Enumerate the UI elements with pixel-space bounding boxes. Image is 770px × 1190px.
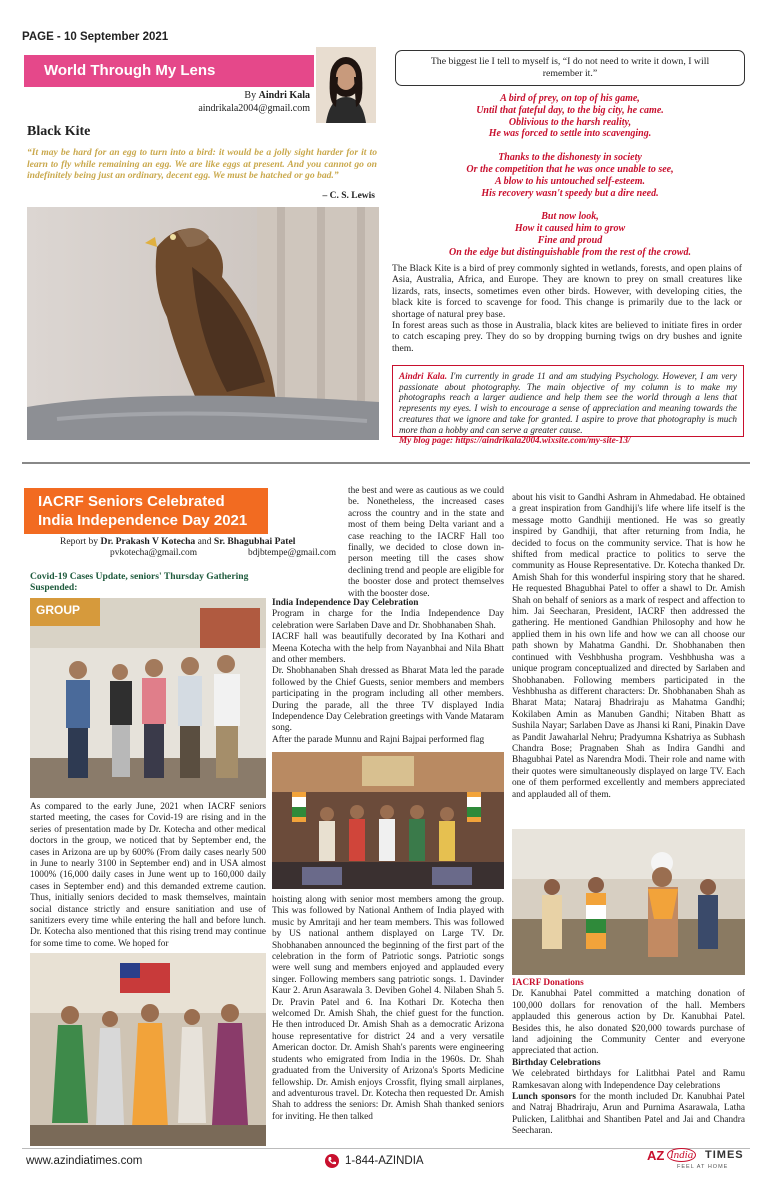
lunch-heading: Lunch sponsors	[512, 1092, 576, 1103]
report-and: and	[197, 536, 212, 547]
footer-phone	[325, 1154, 424, 1168]
iacrf-title-line1: IACRF Seniors Celebrated	[38, 493, 225, 510]
col2-body-top	[272, 486, 504, 600]
footer-website[interactable]: www.azindiatimes.com	[26, 1155, 143, 1167]
byline-prefix: By	[244, 90, 257, 101]
byline	[160, 90, 310, 101]
section-divider	[22, 462, 750, 464]
col2-intro: the best and were as cautious as we could be. Nonetheless, the increased cases across the country and in the state and most of them being Delta variant and a case reaching to the IACRF Hall too finally, we decided to close down in-person meeting till the cases show declining trend and people are eligible for the booster dose and protect themselves with the booster dose.	[348, 486, 504, 599]
reporter-2: Sr. Bhagubhai Patel	[213, 536, 296, 547]
col2-bottom-body: hoisting along with senior most members among the group. This was followed by National Anthem of India played with music by Amritaji and her team members. This was followed by US national anthem displayed on Large TV. Dr. Shobhanaben announced the beginning of the first part of the celebration in the form of Patriotic songs. Patriotic songs were well sung and members enjoyed and applauded every singer. Following members sang patriotic songs. 1. Davinder Kaur 2. Arun Asarawala 3. Deviben Gohel 4. Nilaben Shah 5. Dr. Pravin Patel and 6. Ina Kothari Dr. Kotecha then welcomed Dr. Amish Shah, the chief guest for the function. He then introduced Dr. Amish Shah as a democratic Arizona house representative for district 24 and a very versatile American doctor. Dr. Amish Shah's parents were engineering students who emigrated from India in the 1960s. Dr. Shah graduated from the University of Arizona's Sports Medicine fellowship. Dr. Amish enjoys Crossfit, flying small airplanes, and adventurous travel. Dr. Kotecha then requested Dr. Amish Shah to address the seniors: Dr. Amish Shah thanked seniors for inviting. He then talked	[272, 895, 504, 1122]
footer-divider	[22, 1148, 750, 1149]
celebration-para-3: Dr. Shobhanaben Shah dressed as Bharat Mata led the parade followed by the Chief Guests, senior members and members participating in the program including all other members. During the parade, all the three TV displayed India Independence Day Celebration greetings with Vande Mataram song.	[272, 666, 504, 734]
poem-line: His recovery wasn't speedy but a dire need.	[481, 187, 659, 199]
intro-quote-box	[395, 50, 745, 86]
poem-stanza-3	[392, 211, 748, 258]
iacrf-banner	[24, 488, 268, 534]
poem-line: How it caused him to grow	[514, 223, 626, 235]
report-by: Report by	[60, 536, 99, 547]
bio-box	[392, 365, 744, 446]
birthday-heading: Birthday Celebrations	[512, 1057, 601, 1068]
poem-line: On the edge but distinguishable from the rest of the crowd.	[449, 246, 691, 258]
birthday-text: We celebrated birthdays for Lalitbhai Patel and Ramu Ramkesavan along with Independence Day celebrations	[512, 1069, 745, 1091]
bio-text-block	[399, 371, 737, 435]
iacrf-title-line2: India Independence Day 2021	[38, 512, 248, 529]
column-banner	[24, 55, 314, 87]
author-email: aindrikala2004@gmail.com	[198, 103, 310, 114]
group-label: GROUP	[36, 603, 81, 617]
logo-times: TIMES	[705, 1149, 744, 1161]
pull-quote-author: – C. S. Lewis	[322, 191, 375, 201]
col3-bottom	[512, 978, 745, 1138]
parade-photo	[30, 953, 266, 1146]
footer-logo	[647, 1146, 747, 1174]
celebration-para-2: IACRF hall was beautifully decorated by Ina Kothari and Meena Kotecha with the help from Nayanbhai and Nila Bhatt and other members.	[272, 632, 504, 666]
phone-number: 1-844-AZINDIA	[345, 1155, 424, 1167]
intro-quote: The biggest lie I tell to myself is, “I do not need to write it down, I will remember it.”	[430, 56, 710, 79]
kite-paragraph-1: The Black Kite is a bird of prey commonly sighted in wetlands, forests, and open plains of Asia, Australia, Africa, and Europe. They are known to prey on small creatures like lizards, rats, insects, sometimes even other birds. However, with developing cities, the black kite is forced to scavenge for food. This change is primarily due to the lack or shortage of natural prey base.	[392, 263, 742, 320]
covid-body: As compared to the early June, 2021 when IACRF seniors started meeting, the cases for Covid-19 are rising and in the series of presentation made by Dr. Kotecha and other medical doctors in the group, we noticed that by September end, the cases in Arizona are up by 600% (From daily cases nearly 500 in June to nearly 3100 in September end) and in USA almost 1000% (16,000 daily cases in June went up to 160,000 daily cases in September end) and this demanded extreme caution. Thus, initially seniors decided to mask themselves, maintain social distance strictly and ensure sanitiation and use of sanitizers every time while entering the hall and before lunch. Dr. Kotecha also mentioned that this rising trend may continue for some time to come. We hoped for	[30, 802, 266, 949]
poem	[392, 93, 748, 259]
guest-photo	[512, 829, 745, 975]
poem-line: Until that fateful day, to the big city, he came.	[476, 104, 664, 116]
celebration-para-1: Program in charge for the India Independence Day celebration were Sarlaben Dave and Dr. Shobhanaben Shah.	[272, 609, 504, 631]
bio-text: I'm currently in grade 11 and am studying Psychology. However, I am very passionate about photography. The main objective of my column is to make my photographs reach a larger audience and help them see the world through a lens that represents my eyes. I wish to encourage a sense of appreciation and meaning towards the creatures that we ignore and take for granted. I aspire to prove that photography is much more than a hobby and can serve a greater cause.	[399, 371, 738, 435]
poem-line: But now look,	[541, 211, 599, 223]
kite-article-body	[392, 263, 742, 354]
poem-line: Fine and proud	[537, 234, 603, 246]
pull-quote: “It may be hard for an egg to turn into a bird: it would be a jolly sight harder for it to learn to fly while remaining an egg. We are like eggs at present. And you cannot go on indefinitely being just an ordinary, decent egg. We must be hatched or go bad.”	[27, 147, 377, 182]
reporter-2-email: bdjbtempe@gmail.com	[248, 548, 337, 558]
reporter-1: Dr. Prakash V Kotecha	[100, 536, 196, 547]
poem-line: Thanks to the dishonesty in society	[498, 152, 642, 164]
bio-name: Aindri Kala.	[399, 371, 447, 381]
poem-stanza-2	[392, 152, 748, 199]
col2-body	[272, 598, 504, 746]
stage-photo	[272, 752, 504, 889]
poem-stanza-1	[392, 93, 748, 140]
logo-india: India	[667, 1148, 696, 1162]
author-portrait	[316, 47, 376, 123]
black-kite-photo	[27, 207, 379, 440]
poem-line: Oblivious to the harsh reality,	[508, 116, 632, 128]
donations-text: Dr. Kanubhai Patel committed a matching donation of 100,000 dollars for renovation of the hall. Members applauded this generous action by Dr. Kanubhai Patel. Besides this, he also donated $20,000 towards purchase of land adjoining the Community Center and everyone appreciated that action.	[512, 989, 745, 1057]
donations-heading: IACRF Donations	[512, 978, 584, 988]
lunch-text: for the month included Dr. Kanubhai Patel and Natraj Bhadriraju, Arun and Purnima Asarawala, Latha Pulicken, Lalitbhai and Shantiben Patel and Jai and Chandra Seecharan.	[512, 1092, 745, 1137]
lunch-block	[512, 1092, 745, 1138]
poem-line: A blow to his untouched self-esteem.	[494, 175, 645, 187]
poem-line: Or the competition that he was once unable to see,	[466, 163, 674, 175]
celebration-heading: India Independence Day Celebration	[272, 598, 419, 608]
logo-tagline: FEEL AT HOME	[677, 1164, 729, 1170]
poem-line: A bird of prey, on top of his game,	[500, 93, 640, 104]
celebration-para-4: After the parade Munnu and Rajni Bajpai performed flag	[272, 734, 485, 745]
blog-link[interactable]: My blog page: https://aindrikala2004.wixsite.com/my-site-13/	[399, 435, 631, 446]
logo-az: AZ	[647, 1148, 665, 1163]
covid-heading: Covid-19 Cases Update, seniors' Thursday Gathering Suspended:	[30, 571, 249, 594]
article-title: Black Kite	[27, 124, 91, 139]
column-banner-title: World Through My Lens	[44, 62, 216, 79]
page-line: PAGE - 10 September 2021	[22, 31, 169, 43]
author-name: Aindri Kala	[258, 90, 310, 101]
poem-line: He was forced to settle into scavenging.	[488, 128, 652, 140]
kite-paragraph-2: In forest areas such as those in Australia, black kites are believed to initiate fires in order to catch escaping prey. They do so by dropping burning twigs on dry bushes and ignite them.	[392, 320, 742, 354]
phone-icon	[325, 1154, 339, 1168]
group-photo	[30, 598, 266, 798]
reporter-1-email: pvkotecha@gmail.com	[110, 548, 197, 558]
col3-body: about his visit to Gandhi Ashram in Ahmedabad. He obtained a great inspiration from Gandhiji's life where life itself is the message motto Gandhiji mentioned. He was so greatly inspired by Gandhiji, that after returning from India, he decided to focus on the community service. That is how he shifted from medical practice to politics to serve the community as House Representative. Dr. Kotecha thanked Dr. Amish Shah for this wonderful inspiring story that he shared. He requested Bhagubhai Patel to offer a shawl to Dr. Amish Shah on behalf of seniors as a mark of respect and affection to him. Jai Seecharan, President, IACRF then addressed the gathering. He mentioned Gandhian Philosophy and how he applied them in his own life and how we can all choose our path shown by Mahatma Gandhi. Dr. Shobhanaben then continued with Veshbhusha program. Veshbhusha was a unique program conceptualized and directed by Sarlaben and Shobhanaben. Following members participated in the Veshbhusha as different characters: Dr. Shobhanaben Shah as Bharat Mata; Nataraj Bhadriraju as Mahatma Gandhi; Kokilaben Amin as Manuben Gandhi; Nitaben Bhatt as Sushila Nayar; Sarlaben Dave as Jhansi ki Rani, Pinakin Dave as Pandit Jawaharlal Nehru; Pradyumna Kshatriya as Subhash Chandra Bose; Pragnaben Shah as Indira Gandhi and Bhagubhai Patel as Narendra Modi. Their role and name with their quotes were simultaneously displayed on large TV. Each one of them performed excellently and members appreciated and applauded all of them.	[512, 493, 745, 800]
